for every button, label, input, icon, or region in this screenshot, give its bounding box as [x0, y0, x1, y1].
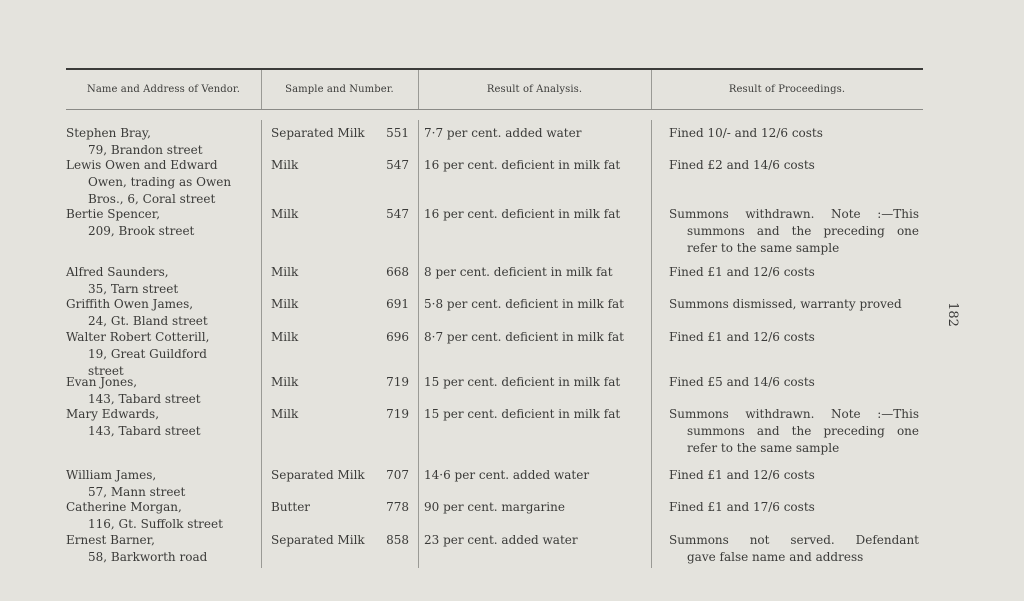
- proceedings-result: Summons withdrawn. Note :—This: [669, 207, 919, 221]
- proceedings-result: Fined £1 and 17/6 costs: [669, 500, 815, 514]
- analysis-result: 16 per cent. deficient in milk fat: [424, 207, 621, 221]
- proceedings-result: Fined £1 and 12/6 costs: [669, 265, 815, 279]
- column-divider: [261, 120, 262, 568]
- proceedings-result: Summons dismissed, warranty proved: [669, 297, 902, 311]
- vendor-name: Stephen Bray,: [66, 126, 151, 140]
- header-proceedings: Result of Proceedings.: [728, 84, 846, 95]
- sample-type: Milk: [271, 375, 299, 389]
- sample-number: 707: [386, 468, 409, 482]
- sample-type: Milk: [271, 407, 299, 421]
- sample-type: Separated Milk: [271, 533, 365, 547]
- vendor-name: Alfred Saunders,: [66, 265, 169, 279]
- vendor-address: 58, Barkworth road: [88, 550, 208, 564]
- vendor-name: William James,: [66, 468, 157, 482]
- analysis-result: 7·7 per cent. added water: [424, 126, 582, 140]
- vendor-name: Evan Jones,: [66, 375, 138, 389]
- vendor-address: 35, Tarn street: [88, 282, 179, 296]
- sample-number: 668: [386, 265, 409, 279]
- vendor-name: Catherine Morgan,: [66, 500, 182, 514]
- proceedings-result: Summons not served. Defendant: [669, 533, 919, 547]
- vendor-address: 24, Gt. Bland street: [88, 314, 208, 328]
- table-top-rule: [66, 68, 923, 70]
- sample-number: 719: [386, 375, 409, 389]
- vendor-address: Bros., 6, Coral street: [88, 192, 216, 206]
- vendor-address: 116, Gt. Suffolk street: [88, 517, 223, 531]
- vendor-address: 79, Brandon street: [88, 143, 203, 157]
- sample-number: 778: [386, 500, 409, 514]
- analysis-result: 15 per cent. deficient in milk fat: [424, 407, 621, 421]
- sample-type: Separated Milk: [271, 468, 365, 482]
- proceedings-result: summons and the preceding one: [687, 424, 919, 438]
- sample-type: Milk: [271, 297, 299, 311]
- proceedings-result: refer to the same sample: [687, 441, 840, 455]
- sample-type: Milk: [271, 265, 299, 279]
- proceedings-result: summons and the preceding one: [687, 224, 919, 238]
- vendor-address: 143, Tabard street: [88, 392, 201, 406]
- vendor-address: 143, Tabard street: [88, 424, 201, 438]
- sample-number: 547: [386, 207, 409, 221]
- vendor-name: Lewis Owen and Edward: [66, 158, 218, 172]
- column-divider: [651, 120, 652, 568]
- analysis-result: 23 per cent. added water: [424, 533, 578, 547]
- analysis-result: 5·8 per cent. deficient in milk fat: [424, 297, 624, 311]
- proceedings-result: Fined 10/- and 12/6 costs: [669, 126, 823, 140]
- vendor-name: Griffith Owen James,: [66, 297, 194, 311]
- proceedings-result: gave false name and address: [687, 550, 864, 564]
- analysis-result: 16 per cent. deficient in milk fat: [424, 158, 621, 172]
- analysis-result: 90 per cent. margarine: [424, 500, 565, 514]
- analysis-result: 8·7 per cent. deficient in milk fat: [424, 330, 624, 344]
- vendor-address: 19, Great Guildford: [88, 347, 207, 361]
- sample-type: Separated Milk: [271, 126, 365, 140]
- sample-number: 551: [386, 126, 409, 140]
- header-rule: [66, 109, 923, 110]
- page-number: 182: [944, 302, 960, 327]
- proceedings-result: refer to the same sample: [687, 241, 840, 255]
- vendor-name: Bertie Spencer,: [66, 207, 161, 221]
- sample-type: Butter: [271, 500, 311, 514]
- vendor-address: Owen, trading as Owen: [88, 175, 232, 189]
- header-vendor: Name and Address of Vendor.: [87, 84, 240, 95]
- vendor-name: Mary Edwards,: [66, 407, 160, 421]
- header-sample: Sample and Number.: [285, 84, 394, 95]
- proceedings-result: Fined £5 and 14/6 costs: [669, 375, 815, 389]
- proceedings-result: Fined £1 and 12/6 costs: [669, 468, 815, 482]
- sample-number: 719: [386, 407, 409, 421]
- sample-type: Milk: [271, 207, 299, 221]
- sample-number: 696: [386, 330, 409, 344]
- analysis-result: 14·6 per cent. added water: [424, 468, 590, 482]
- sample-type: Milk: [271, 158, 299, 172]
- vendor-name: Ernest Barner,: [66, 533, 155, 547]
- sample-number: 547: [386, 158, 409, 172]
- proceedings-result: Fined £2 and 14/6 costs: [669, 158, 815, 172]
- vendor-address: 209, Brook street: [88, 224, 195, 238]
- analysis-result: 8 per cent. deficient in milk fat: [424, 265, 613, 279]
- sample-number: 691: [386, 297, 409, 311]
- vendor-address: 57, Mann street: [88, 485, 186, 499]
- header-analysis: Result of Analysis.: [486, 84, 583, 95]
- analysis-result: 15 per cent. deficient in milk fat: [424, 375, 621, 389]
- sample-number: 858: [386, 533, 409, 547]
- vendor-name: Walter Robert Cotterill,: [66, 330, 210, 344]
- proceedings-result: Summons withdrawn. Note :—This: [669, 407, 919, 421]
- vendor-address: street: [88, 364, 124, 378]
- proceedings-result: Fined £1 and 12/6 costs: [669, 330, 815, 344]
- sample-type: Milk: [271, 330, 299, 344]
- column-divider: [418, 120, 419, 568]
